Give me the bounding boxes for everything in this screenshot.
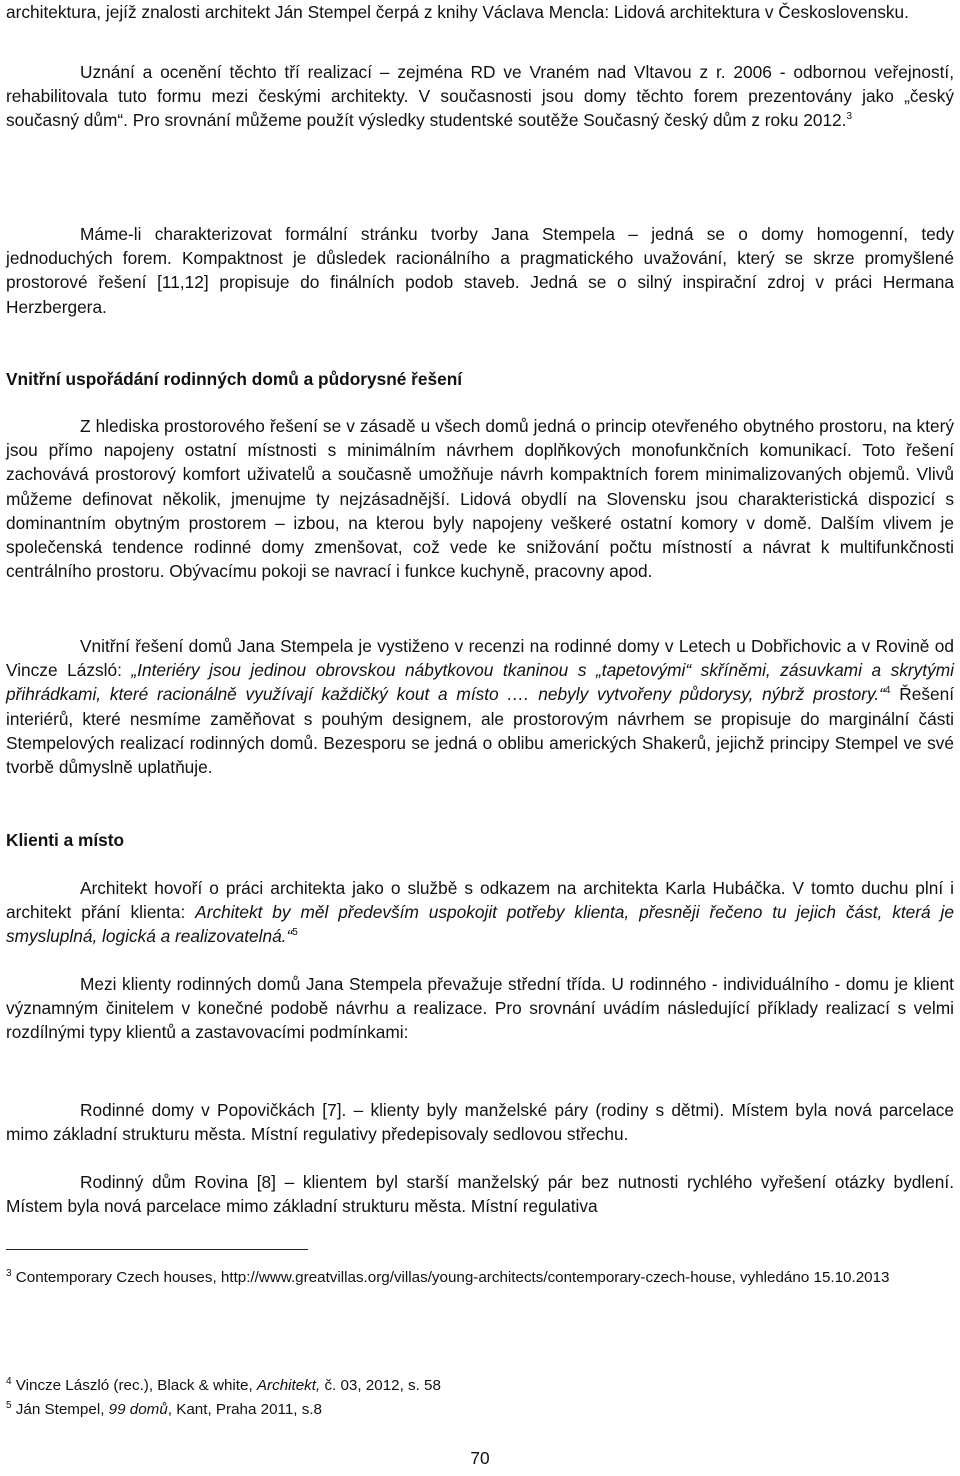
paragraph-text: Rodinné domy v Popovičkách [7]. – klienty byly manželské páry (rodiny s dětmi). Místem byla nová parcelace mimo základní strukturu města. Místní regulativy předepisovaly sedlovou střechu. <box>6 1100 954 1145</box>
paragraph-text: Máme-li charakterizovat formální stránku tvorby Jana Stempela – jedná se o domy homogenní, tedy jednoduchých forem. Kompaktnost je důsledek racionálního a pragmatického uvažování, který se skrze promyšlené prostorové řešení [11,12] propisuje do finálních podob staveb. Jedná se o silný inspirační zdroj v práci Hermana Herzbergera. <box>6 224 954 317</box>
paragraph-recognition <box>6 60 954 133</box>
footnote-5 <box>6 1398 954 1423</box>
paragraph-popovicky <box>6 1098 954 1146</box>
paragraph-text: Rodinný dům Rovina [8] – klientem byl starší manželský pár bez nutnosti rychlého vyřešení otázky bydlení. Místem byla nová parcelace mimo základní strukturu města. Místní regulativa <box>6 1172 954 1217</box>
footnote-number: 3 <box>6 1267 12 1279</box>
heading-text: Klienti a místo <box>6 830 125 850</box>
paragraph-continuation <box>6 0 954 24</box>
footnote-ref-3[interactable]: 3 <box>846 111 853 123</box>
footnote-italic: Architekt, <box>256 1377 321 1394</box>
paragraph-text: Vnitřní řešení domů Jana Stempela je vystiženo v recenzi na rodinné domy v Letech u Dobřichovic a v Rovině od Vincze Lázsló: <box>6 636 954 681</box>
paragraph-text: architektura, jejíž znalosti architekt Ján Stempel čerpá z knihy Václava Mencla: Lidová architektura v Československu. <box>6 2 909 22</box>
section-heading <box>6 367 462 391</box>
footnote-ref-4[interactable]: 4 <box>884 685 891 697</box>
paragraph-text: Řešení interiérů, které nesmíme zaměňovat s pouhým designem, ale prostorovým návrhem se propisuje do marginální části Stempelových realizací rodinných domů. Bezesporu se jedná o oblibu amerických Shakerů, jejichž principy Stempel ve své tvorbě důmyslně uplatňuje. <box>6 684 954 778</box>
paragraph-text: Z hlediska prostorového řešení se v zásadě u všech domů jedná o princip otevřeného obytného prostoru, na který jsou přímo napojeny ostatní místnosti s minimálním návrhem doplňkových monofunkčních komunikací. Toto řešení zachovává prostorový komfort uživatelů a současně umožňuje návrh kompaktních forem minimalizovaných objemů. Vlivů můžeme definovat několik, jmenujme ty nejzásadnější. Lidová obydlí na Slovensku jsou charakteristická dispozicí s dominantním obytným prostorem – izbou, na kterou byly napojeny veškeré ostatní komory v domě. Dalším vlivem je společenská tendence rodinné domy zmenšovat, což vede ke snižování počtu místností a návrat k multifunkčnosti centrálního prostoru. Obývacímu pokoji se navrací i funkce kuchyně, pracovny apod. <box>6 416 954 582</box>
paragraph-spatial-solution <box>6 414 954 583</box>
paragraph-text: Uznání a ocenění těchto tří realizací – zejména RD ve Vraném nad Vltavou z r. 2006 - odbornou veřejností, rehabilitovala tuto formu mezi českými architekty. V současnosti jsou domy těchto forem prezentovány jako „český současný dům“. Pro srovnání můžeme použít výsledky studentské soutěže Současný český dům z roku 2012. <box>6 62 954 131</box>
section-heading <box>6 828 124 852</box>
paragraph-interior-solution <box>6 634 954 779</box>
paragraph-text: Mezi klienty rodinných domů Jana Stempela převažuje střední třída. U rodinného - individuálního - domu je klient významným činitelem v konečné podobě návrhu a realizace. Pro srovnání uvádím následující příklady realizací s velmi rozdílnými typy klientů a zastavovacími podmínkami: <box>6 974 954 1043</box>
footnote-3 <box>6 1266 954 1291</box>
footnote-text: , Kant, Praha 2011, s.8 <box>167 1401 322 1418</box>
paragraph-rovina <box>6 1170 954 1218</box>
footnote-text: Ján Stempel, <box>11 1401 109 1418</box>
paragraph-formal-aspect <box>6 222 954 319</box>
paragraph-architect-service <box>6 876 954 949</box>
quote-text: „Interiéry jsou jedinou obrovskou nábytkovou tkaninou s „tapetovými“ skříněmi, zásuvkami a skrytými přihrádkami, které racionálně využívají každičký kout a místo .… nebyly vytvořeny půdorysy, nýbrž prostory.“ <box>6 660 954 705</box>
page-number: 70 <box>470 1448 490 1468</box>
paragraph-clients <box>6 972 954 1045</box>
footnote-number: 5 <box>6 1399 12 1411</box>
footnote-number: 4 <box>6 1375 12 1387</box>
footnote-italic: 99 domů <box>108 1401 168 1418</box>
paragraph-text: Architekt hovoří o práci architekta jako o službě s odkazem na architekta Karla Hubáčka. V tomto duchu plní i architekt přání klienta: <box>6 878 954 923</box>
heading-text: Vnitřní uspořádání rodinných domů a půdorysné řešení <box>6 369 463 389</box>
footnote-text: č. 03, 2012, s. 58 <box>320 1377 441 1394</box>
footnote-text: Vincze László (rec.), Black & white, <box>11 1377 257 1394</box>
footnote-text: Contemporary Czech houses, http://www.greatvillas.org/villas/young-architects/contemporary-czech-house, vyhledáno 15.10.2013 <box>11 1269 890 1286</box>
footnote-divider <box>6 1249 308 1250</box>
footnote-ref-5[interactable]: 5 <box>292 927 298 939</box>
footnote-4 <box>6 1374 954 1399</box>
quote-text: Architekt by měl především uspokojit potřeby klienta, přesněji řečeno tu jejich část, která je smysluplná, logická a realizovatelná.“ <box>6 902 954 947</box>
